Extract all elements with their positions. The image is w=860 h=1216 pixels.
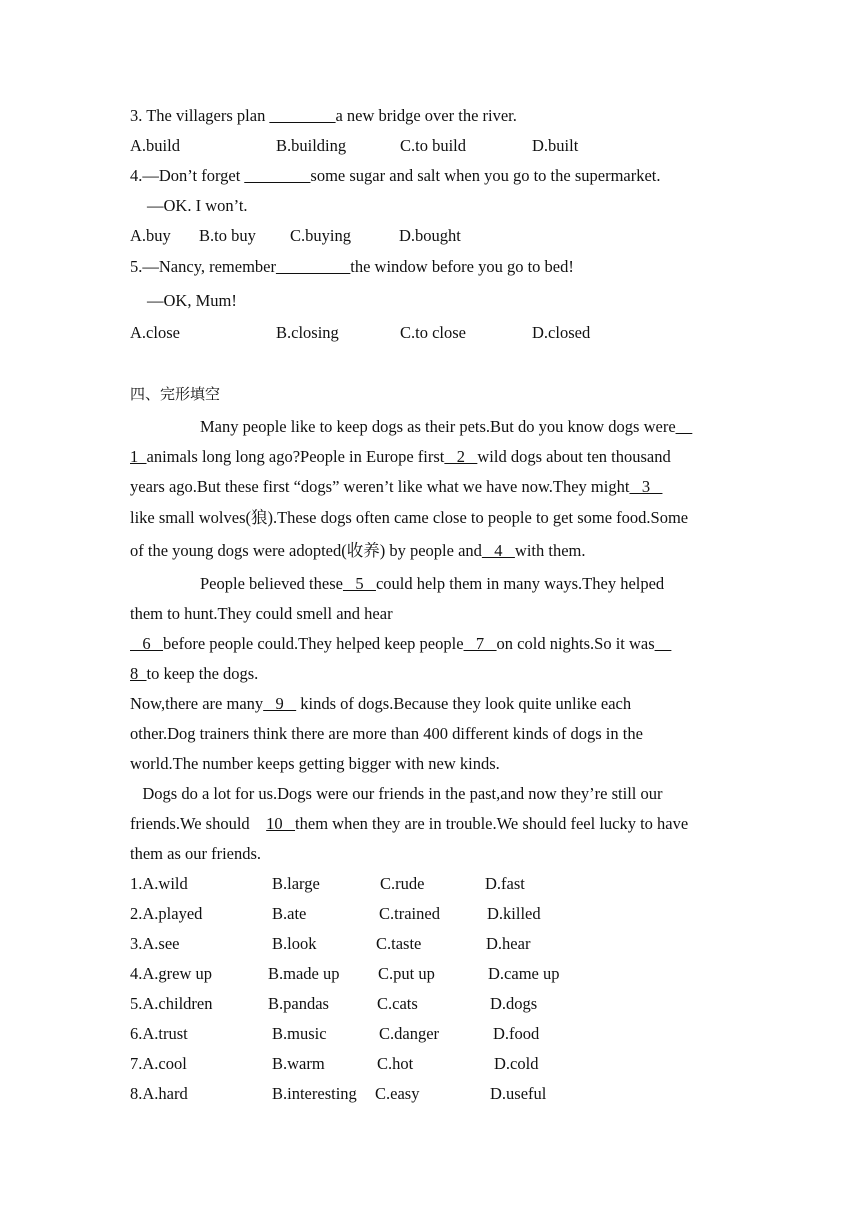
blank-1-start: __ xyxy=(675,417,693,436)
q5-option-d: D.closed xyxy=(532,323,591,342)
passage-text: kinds of dogs.Because they look quite unlike each xyxy=(296,694,632,713)
passage-line xyxy=(130,541,585,561)
blank-10: 10 xyxy=(266,814,296,833)
option-4-b: B.made up xyxy=(268,964,340,983)
blank-8-start: __ xyxy=(654,634,672,653)
question-5-text-end: the window before you go to bed! xyxy=(350,257,574,276)
blank-5: 5 xyxy=(342,574,376,593)
q5-option-c: C.to close xyxy=(400,323,466,342)
option-7-c: C.hot xyxy=(377,1054,414,1073)
passage-text: animals long long ago?People in Europe first xyxy=(146,447,445,466)
q4-option-a: A.buy xyxy=(130,226,171,245)
passage-line xyxy=(200,574,664,594)
option-4-a: 4.A.grew up xyxy=(130,964,213,983)
option-5-d: D.dogs xyxy=(490,994,538,1013)
question-3-text-end: a new bridge over the river. xyxy=(335,106,517,125)
option-3-b: B.look xyxy=(272,934,317,953)
passage-text: People believed these xyxy=(200,574,343,593)
option-1-a: 1.A.wild xyxy=(130,874,188,893)
passage-line: them to hunt.They could smell and hear xyxy=(130,604,393,623)
option-1-b: B.large xyxy=(272,874,320,893)
q3-option-a: A.build xyxy=(130,136,180,155)
option-2-d: D.killed xyxy=(487,904,541,923)
option-8-c: C.easy xyxy=(375,1084,420,1103)
question-4-blank: ________ xyxy=(244,166,311,185)
option-2-c: C.trained xyxy=(379,904,440,923)
q4-option-d: D.bought xyxy=(399,226,461,245)
option-3-d: D.hear xyxy=(486,934,531,953)
question-5-stem xyxy=(130,257,574,277)
option-5-a: 5.A.children xyxy=(130,994,213,1013)
option-2-a: 2.A.played xyxy=(130,904,203,923)
option-6-d: D.food xyxy=(493,1024,540,1043)
blank-3: 3 xyxy=(629,477,663,496)
passage-line: world.The number keeps getting bigger with new kinds. xyxy=(130,754,500,773)
blank-4: 4 xyxy=(481,541,515,560)
option-7-b: B.warm xyxy=(272,1054,325,1073)
blank-8: 8 xyxy=(130,664,147,683)
blank-7: 7 xyxy=(463,634,497,653)
option-3-c: C.taste xyxy=(376,934,422,953)
q5-option-b: B.closing xyxy=(276,323,339,342)
question-4-reply: —OK. I won’t. xyxy=(147,196,248,215)
passage-text: friends.We should xyxy=(130,814,267,833)
blank-6: 6 xyxy=(130,634,163,653)
passage-line xyxy=(130,447,671,467)
option-4-d: D.came up xyxy=(488,964,560,983)
q3-option-b: B.building xyxy=(276,136,347,155)
passage-text: with them. xyxy=(514,541,586,560)
option-4-c: C.put up xyxy=(378,964,435,983)
question-3-blank: ________ xyxy=(269,106,336,125)
question-3-text: 3. The villagers plan xyxy=(130,106,270,125)
passage-text: of the young dogs were adopted(收养) by people and xyxy=(130,541,482,560)
passage-line xyxy=(130,814,688,834)
passage-line: Dogs do a lot for us.Dogs were our friends in the past,and now they’re still our xyxy=(130,784,663,803)
q4-option-b: B.to buy xyxy=(199,226,256,245)
passage-line xyxy=(130,664,258,684)
question-3-stem xyxy=(130,106,517,126)
question-4-text-end: some sugar and salt when you go to the supermarket. xyxy=(310,166,661,185)
passage-text: could help them in many ways.They helped xyxy=(375,574,665,593)
passage-text: to keep the dogs. xyxy=(146,664,259,683)
option-3-a: 3.A.see xyxy=(130,934,180,953)
passage-line xyxy=(130,634,671,654)
blank-9: 9 xyxy=(263,694,297,713)
passage-line xyxy=(200,417,692,437)
option-6-a: 6.A.trust xyxy=(130,1024,188,1043)
question-5-blank: _________ xyxy=(276,257,351,276)
passage-text: before people could.They helped keep people xyxy=(163,634,464,653)
option-8-a: 8.A.hard xyxy=(130,1084,188,1103)
passage-line: them as our friends. xyxy=(130,844,262,863)
blank-2: 2 xyxy=(444,447,478,466)
option-6-b: B.music xyxy=(272,1024,327,1043)
passage-text: Now,there are many xyxy=(130,694,264,713)
passage-line xyxy=(130,694,631,714)
passage-text: them when they are in trouble.We should feel lucky to have xyxy=(295,814,689,833)
option-2-b: B.ate xyxy=(272,904,307,923)
q4-option-c: C.buying xyxy=(290,226,351,245)
q5-option-a: A.close xyxy=(130,323,180,342)
option-7-d: D.cold xyxy=(494,1054,539,1073)
passage-text: Many people like to keep dogs as their pets.But do you know dogs were xyxy=(200,417,676,436)
option-5-b: B.pandas xyxy=(268,994,329,1013)
passage-line: other.Dog trainers think there are more than 400 different kinds of dogs in the xyxy=(130,724,643,743)
passage-text: wild dogs about ten thousand xyxy=(477,447,671,466)
passage-line xyxy=(130,477,662,497)
option-6-c: C.danger xyxy=(379,1024,440,1043)
blank-1: 1 xyxy=(130,447,147,466)
q3-option-d: D.built xyxy=(532,136,579,155)
option-5-c: C.cats xyxy=(377,994,418,1013)
passage-text: on cold nights.So it was xyxy=(496,634,655,653)
question-5-reply: —OK, Mum! xyxy=(147,291,237,310)
question-5-text: 5.—Nancy, remember xyxy=(130,257,276,276)
passage-text: years ago.But these first “dogs” weren’t like what we have now.They might xyxy=(130,477,630,496)
question-4-text: 4.—Don’t forget xyxy=(130,166,245,185)
question-4-stem xyxy=(130,166,661,186)
option-8-d: D.useful xyxy=(490,1084,547,1103)
option-1-c: C.rude xyxy=(380,874,425,893)
passage-line: like small wolves(狼).These dogs often came close to people to get some food.Some xyxy=(130,508,689,527)
option-1-d: D.fast xyxy=(485,874,525,893)
option-8-b: B.interesting xyxy=(272,1084,357,1103)
q3-option-c: C.to build xyxy=(400,136,467,155)
option-7-a: 7.A.cool xyxy=(130,1054,187,1073)
section-heading-cloze: 四、完形填空 xyxy=(130,385,221,403)
